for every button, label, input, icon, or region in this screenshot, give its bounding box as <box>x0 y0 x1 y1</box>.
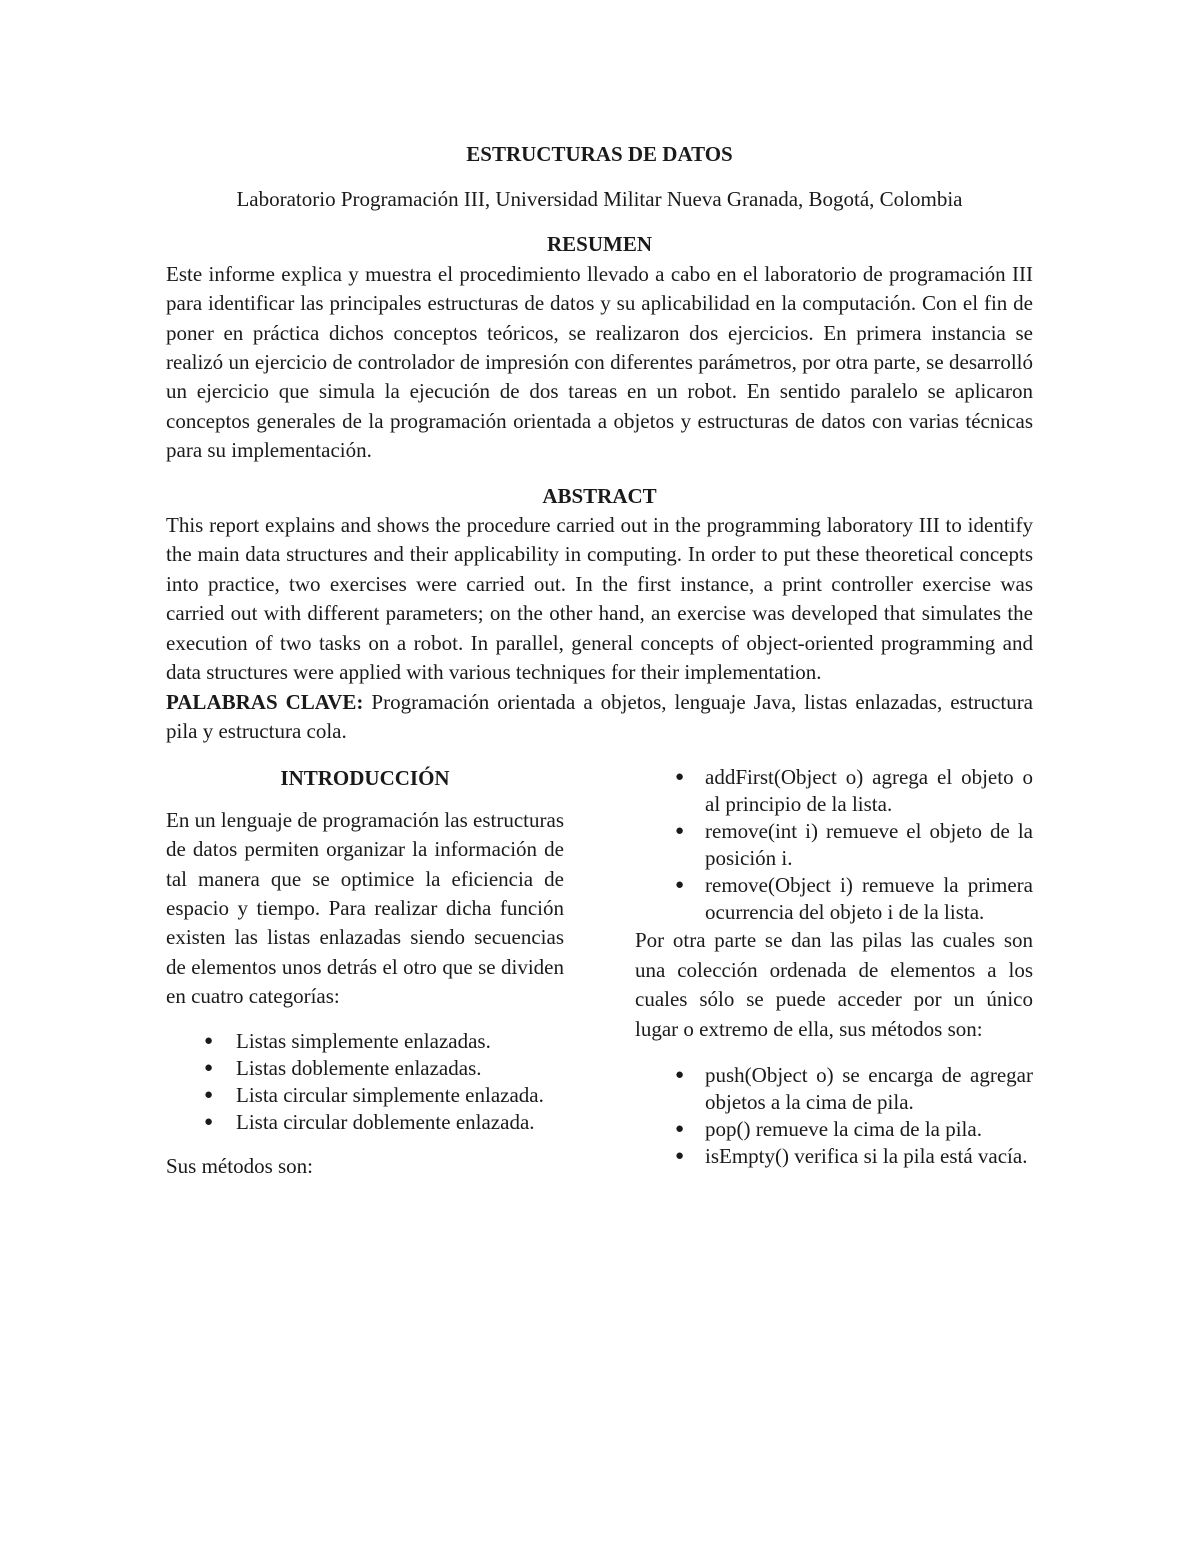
keywords <box>166 688 1033 747</box>
list-item <box>635 872 1033 926</box>
keywords-text: Programación orientada a objetos, lenguaje Java, listas enlazadas, estructura pila y estructura cola. <box>166 689 1034 743</box>
list-item-text: Lista circular simplemente enlazada. <box>236 1082 544 1107</box>
list-item-text: pop() remueve la cima de la pila. <box>705 1116 982 1141</box>
resumen-body: Este informe explica y muestra el procedimiento llevado a cabo en el laboratorio de programación III para identificar las principales estructuras de datos y su aplicabilidad en la computación. Con el fin de poner en práctica dichos conceptos teóricos, se realizaron dos ejercicios. En primera instancia se realizó un ejercicio de controlador de impresión con diferentes parámetros, por otra parte, se desarrolló un ejercicio que simula la ejecución de dos tareas en un robot. En sentido paralelo se aplicaron conceptos generales de la programación orientada a objetos y estructuras de datos con varias técnicas para su implementación. <box>166 261 1033 463</box>
list-categories <box>166 1028 564 1136</box>
keywords-label: PALABRAS CLAVE: <box>166 689 364 714</box>
list-item <box>635 764 1033 818</box>
list-item-text: Listas simplemente enlazadas. <box>236 1028 491 1053</box>
bullet-icon: ● <box>204 1032 214 1049</box>
list-item <box>166 1055 564 1082</box>
list-item <box>635 1143 1033 1170</box>
paper-title: ESTRUCTURAS DE DATOS <box>466 142 733 166</box>
pilas-paragraph: Por otra parte se dan las pilas las cuales son una colección ordenada de elementos a los cuales sólo se puede acceder por un único lugar o extremo de ella, sus métodos son: <box>635 928 1033 1041</box>
right-column <box>635 764 1033 1181</box>
list-item <box>635 818 1033 872</box>
abstract-body: This report explains and shows the procedure carried out in the programming laboratory III to identify the main data structures and their applicability in computing. In order to put these theoretical concepts into practice, two exercises were carried out. In the first instance, a print controller exercise was carried out with different parameters; on the other hand, an exercise was developed that simulates the execution of two tasks on a robot. In parallel, general concepts of object-oriented programming and data structures were applied with various techniques for their implementation. <box>166 513 1033 685</box>
two-column-body <box>166 764 1033 1181</box>
bullet-icon: ● <box>675 823 685 840</box>
list-item <box>635 1062 1033 1116</box>
list-item <box>166 1028 564 1055</box>
left-column <box>166 764 564 1181</box>
bullet-icon: ● <box>204 1113 214 1130</box>
bullet-icon: ● <box>675 769 685 786</box>
stack-methods <box>635 1062 1033 1170</box>
page-content <box>166 140 1033 1181</box>
methods-label: Sus métodos son: <box>166 1153 314 1178</box>
introduccion-paragraph: En un lenguaje de programación las estructuras de datos permiten organizar la información de tal manera que se optimice la eficiencia de espacio y tiempo. Para realizar dicha función existen las listas enlazadas siendo secuencias de elementos unos detrás el otro que se dividen en cuatro categorías: <box>166 807 564 1009</box>
list-item-text: isEmpty() verifica si la pila está vacía. <box>705 1143 1028 1168</box>
list-item <box>166 1082 564 1109</box>
list-item-text: Listas doblemente enlazadas. <box>236 1055 482 1080</box>
bullet-icon: ● <box>204 1059 214 1076</box>
affiliation: Laboratorio Programación III, Universidad Militar Nueva Granada, Bogotá, Colombia <box>236 187 963 211</box>
list-item-text: remove(Object i) remueve la primera ocurrencia del objeto i de la lista. <box>705 873 1033 925</box>
bullet-icon: ● <box>204 1086 214 1103</box>
list-item-text: Lista circular doblemente enlazada. <box>236 1109 535 1134</box>
list-methods <box>635 764 1033 926</box>
bullet-icon: ● <box>675 1066 685 1083</box>
list-item-text: addFirst(Object o) agrega el objeto o al principio de la lista. <box>705 765 1033 817</box>
bullet-icon: ● <box>675 1120 685 1137</box>
abstract-heading: ABSTRACT <box>542 483 657 508</box>
list-item-text: remove(int i) remueve el objeto de la posición i. <box>705 819 1033 871</box>
bullet-icon: ● <box>675 1147 685 1164</box>
list-item-text: push(Object o) se encarga de agregar objetos a la cima de pila. <box>705 1062 1033 1114</box>
introduccion-heading: INTRODUCCIÓN <box>280 766 450 791</box>
list-item <box>166 1109 564 1136</box>
resumen-heading: RESUMEN <box>546 232 652 257</box>
list-item <box>635 1116 1033 1143</box>
bullet-icon: ● <box>675 877 685 894</box>
